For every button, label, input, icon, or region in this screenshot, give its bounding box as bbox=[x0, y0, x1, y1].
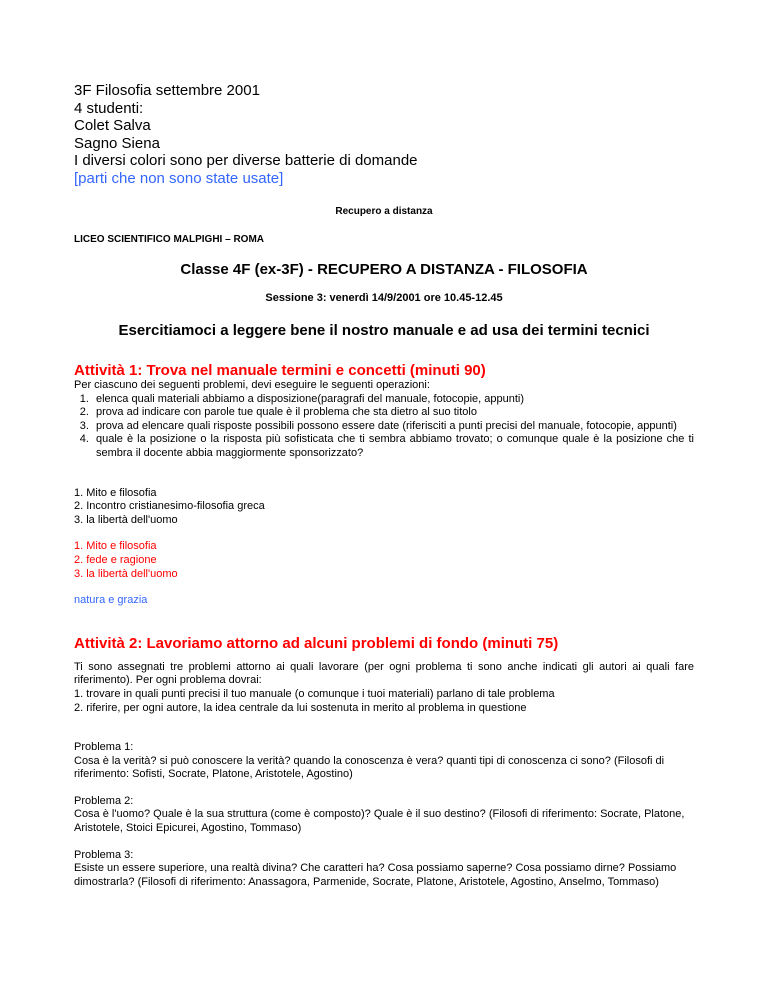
school-name: LICEO SCIENTIFICO MALPIGHI – ROMA bbox=[74, 234, 265, 245]
header-note: [parti che non sono state usate] bbox=[74, 169, 284, 187]
header-line: Sagno Siena bbox=[74, 134, 160, 152]
problem-text: Esiste un essere superiore, una realtà divina? Che caratteri ha? Cosa possiamo saperne? Cosa possiamo dirne? Possiamo dimostrarla? (Filosofi di riferimento: Anassagora, Parmenide, Socrate, Platone, Aristotele, Agostino, Anselmo, Tommaso) bbox=[74, 862, 677, 888]
problem-label: Problema 2: bbox=[74, 794, 134, 807]
header-line: 4 studenti: bbox=[74, 99, 144, 117]
step-item: 1. elenca quali materiali abbiamo a disposizione(paragrafi del manuale, fotocopie, appunti) bbox=[92, 393, 694, 407]
step-item: 2. prova ad indicare con parole tue quale è il problema che sta dietro al suo titolo bbox=[92, 406, 694, 420]
list-item: 2. Incontro cristianesimo-filosofia greca bbox=[74, 500, 265, 513]
activity-2-step: 2. riferire, per ogni autore, la idea centrale da lui sostenuta in merito al problema in questione bbox=[74, 701, 527, 714]
blue-topic: natura e grazia bbox=[74, 594, 148, 607]
problem-label: Problema 1: bbox=[74, 741, 134, 754]
activity-1-body bbox=[74, 379, 694, 608]
problem-block bbox=[74, 795, 694, 836]
problem-block bbox=[74, 741, 694, 782]
topic-list-red bbox=[74, 540, 694, 581]
class-heading: Classe 4F (ex-3F) - RECUPERO A DISTANZA - FILOSOFIA bbox=[180, 261, 588, 278]
activity-2-title: Attività 2: Lavoriamo attorno ad alcuni problemi di fondo (minuti 75) bbox=[74, 634, 559, 652]
recupero-label: Recupero a distanza bbox=[335, 206, 433, 217]
document-page bbox=[74, 82, 694, 889]
activity-1-title: Attività 1: Trova nel manuale termini e concetti (minuti 90) bbox=[74, 362, 486, 379]
activity-2-body bbox=[74, 661, 694, 890]
list-item: 3. la libertà dell'uomo bbox=[74, 567, 178, 580]
topic-list-black bbox=[74, 487, 694, 528]
activity-2-intro: Ti sono assegnati tre problemi attorno ai quali lavorare (per ogni problema ti sono anche indicati gli autori ai quali fare riferimento). Per ogni problema dovrai: bbox=[74, 660, 694, 687]
list-item: 2. fede e ragione bbox=[74, 553, 157, 566]
list-item: 3. la libertà dell'uomo bbox=[74, 513, 178, 526]
header-line: 3F Filosofia settembre 2001 bbox=[74, 82, 260, 99]
problem-text: Cosa è l'uomo? Quale è la sua struttura (come è composto)? Quale è il suo destino? (Filosofi di riferimento: Socrate, Platone, Aristotele, Stoici Epicurei, Agostino, Tommaso) bbox=[74, 808, 685, 835]
activity-1-steps bbox=[74, 393, 694, 461]
session-heading: Sessione 3: venerdì 14/9/2001 ore 10.45-12.45 bbox=[265, 292, 503, 304]
list-item: 1. Mito e filosofia bbox=[74, 540, 157, 553]
main-title: Esercitiamoci a leggere bene il nostro manuale e ad usa dei termini tecnici bbox=[118, 322, 650, 339]
step-item: 3. prova ad elencare quali risposte possibili possono essere date (riferisciti a punti precisi del manuale, fotocopie, appunti) bbox=[92, 420, 694, 434]
problem-text: Cosa è la verità? si può conoscere la verità? quando la conoscenza è vera? quanti tipi di conoscenza ci sono? (Filosofi di riferimento: Sofisti, Socrate, Platone, Aristotele, Agostino) bbox=[74, 754, 665, 781]
problem-label: Problema 3: bbox=[74, 848, 134, 861]
header-line: I diversi colori sono per diverse batterie di domande bbox=[74, 152, 418, 169]
activity-2-step: 1. trovare in quali punti precisi il tuo manuale (o comunque i tuoi materiali) parlano di tale problema bbox=[74, 687, 555, 700]
problem-block bbox=[74, 849, 694, 890]
list-item: 1. Mito e filosofia bbox=[74, 486, 157, 499]
activity-1-intro: Per ciascuno dei seguenti problemi, devi eseguire le seguenti operazioni: bbox=[74, 379, 430, 391]
step-item: 4. quale è la posizione o la risposta più sofisticata che ti sembra abbiamo trovato; o comunque quale è la posizione che ti sembra il docente abbia maggiormente sponsorizzato? bbox=[92, 433, 694, 460]
header-line: Colet Salva bbox=[74, 117, 151, 134]
header-block bbox=[74, 82, 694, 187]
